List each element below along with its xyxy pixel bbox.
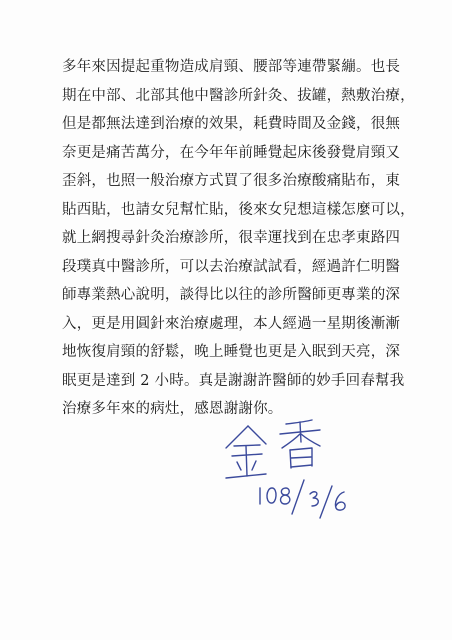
letter-line: 師專業熱心說明，談得比以往的診所醫師更專業的深	[62, 287, 401, 303]
letter-line: 期在中部、北部其他中醫診所針灸、拔罐，熱敷治療，	[62, 88, 415, 104]
letter-line: 眠更是達到 2 小時。真是謝謝許醫師的妙手回春幫我	[62, 373, 405, 389]
letter-line: 奈更是痛苦萬分，在今年年前睡覺起床後發覺肩頸又	[62, 145, 401, 161]
signature-drawing	[220, 418, 370, 528]
letter-line: 貼西貼，也請女兒幫忙貼，後來女兒想這樣怎麼可以，	[62, 202, 415, 218]
letter-line: 地恢復肩頸的舒鬆，晚上睡覺也更是入眠到天亮，深	[62, 344, 401, 360]
letter-line: 歪斜，也照一般治療方式買了很多治療酸痛貼布，東	[62, 173, 401, 189]
handwritten-signature	[220, 418, 370, 528]
letter-line: 治療多年來的病灶，感恩謝謝你。	[62, 401, 283, 417]
letter-line: 但是都無法達到治療的效果，耗費時間及金錢，很無	[62, 116, 401, 132]
letter-line: 就上網搜尋針灸治療診所，很幸運找到在忠孝東路四	[62, 230, 401, 246]
letter-line: 段璞真中醫診所，可以去治療試試看，經過許仁明醫	[62, 259, 401, 275]
letter-line: 入，更是用圓針來治療處理，本人經過一星期後漸漸	[62, 316, 401, 332]
letter-line: 多年來因提起重物造成肩頸、腰部等連帶緊繃。也長	[62, 59, 401, 75]
